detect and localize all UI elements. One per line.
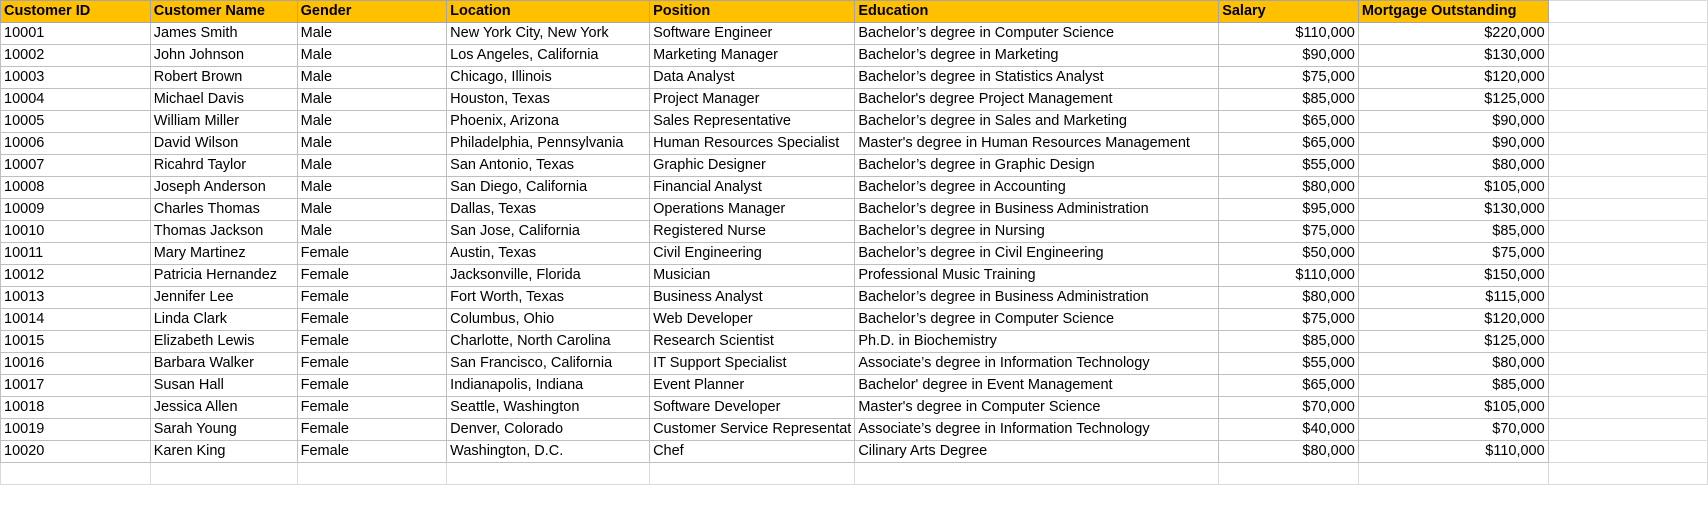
empty-cell[interactable] — [1548, 375, 1707, 397]
empty-cell[interactable] — [1548, 397, 1707, 419]
cell-salary[interactable]: $75,000 — [1219, 221, 1359, 243]
cell-customer-name[interactable]: Patricia Hernandez — [150, 265, 297, 287]
cell-education[interactable]: Bachelor’s degree in Computer Science — [855, 23, 1219, 45]
empty-cell[interactable] — [297, 463, 447, 485]
cell-position[interactable]: Data Analyst — [650, 67, 855, 89]
cell-customer-id[interactable]: 10003 — [1, 67, 151, 89]
cell-position[interactable]: Human Resources Specialist — [650, 133, 855, 155]
cell-gender[interactable]: Female — [297, 287, 447, 309]
empty-cell[interactable] — [1548, 199, 1707, 221]
table-row — [1, 243, 1708, 265]
empty-cell[interactable] — [1548, 67, 1707, 89]
cell-location[interactable]: Charlotte, North Carolina — [447, 331, 650, 353]
cell-education[interactable]: Associate’s degree in Information Technology — [855, 353, 1219, 375]
cell-location[interactable]: Phoenix, Arizona — [447, 111, 650, 133]
table-row — [1, 133, 1708, 155]
empty-cell[interactable] — [855, 463, 1219, 485]
cell-mortgage-outstanding[interactable]: $90,000 — [1358, 133, 1548, 155]
cell-location[interactable]: Philadelphia, Pennsylvania — [447, 133, 650, 155]
cell-position[interactable]: Sales Representative — [650, 111, 855, 133]
cell-customer-name[interactable]: Linda Clark — [150, 309, 297, 331]
cell-gender[interactable]: Male — [297, 221, 447, 243]
header-row — [1, 1, 1708, 23]
empty-cell[interactable] — [1548, 463, 1707, 485]
empty-cell[interactable] — [650, 463, 855, 485]
cell-salary[interactable]: $80,000 — [1219, 287, 1359, 309]
cell-customer-id[interactable]: 10018 — [1, 397, 151, 419]
cell-education[interactable]: Bachelor’s degree in Civil Engineering — [855, 243, 1219, 265]
cell-customer-id[interactable]: 10006 — [1, 133, 151, 155]
table-row — [1, 441, 1708, 463]
cell-gender[interactable]: Male — [297, 67, 447, 89]
empty-cell[interactable] — [1548, 23, 1707, 45]
cell-salary[interactable]: $75,000 — [1219, 67, 1359, 89]
header-cell-customer-name[interactable]: Customer Name — [150, 1, 297, 23]
cell-mortgage-outstanding[interactable]: $105,000 — [1358, 177, 1548, 199]
cell-education[interactable]: Associate’s degree in Information Technology — [855, 419, 1219, 441]
table-row — [1, 397, 1708, 419]
cell-customer-id[interactable]: 10016 — [1, 353, 151, 375]
cell-customer-id[interactable]: 10017 — [1, 375, 151, 397]
cell-gender[interactable]: Male — [297, 89, 447, 111]
header-cell-gender[interactable]: Gender — [297, 1, 447, 23]
empty-cell[interactable] — [1358, 463, 1548, 485]
cell-customer-id[interactable]: 10004 — [1, 89, 151, 111]
cell-location[interactable]: Houston, Texas — [447, 89, 650, 111]
empty-cell[interactable] — [1548, 309, 1707, 331]
cell-education[interactable]: Bachelor’s degree in Nursing — [855, 221, 1219, 243]
cell-salary[interactable]: $70,000 — [1219, 397, 1359, 419]
cell-location[interactable]: Los Angeles, California — [447, 45, 650, 67]
table-row — [1, 287, 1708, 309]
empty-cell[interactable] — [1548, 111, 1707, 133]
cell-salary[interactable]: $55,000 — [1219, 353, 1359, 375]
cell-education[interactable]: Bachelor’s degree in Business Administration — [855, 199, 1219, 221]
cell-mortgage-outstanding[interactable]: $130,000 — [1358, 199, 1548, 221]
cell-mortgage-outstanding[interactable]: $80,000 — [1358, 155, 1548, 177]
cell-salary[interactable]: $90,000 — [1219, 45, 1359, 67]
cell-salary[interactable]: $50,000 — [1219, 243, 1359, 265]
table-row — [1, 111, 1708, 133]
cell-position[interactable]: Web Developer — [650, 309, 855, 331]
cell-salary[interactable]: $40,000 — [1219, 419, 1359, 441]
cell-customer-name[interactable]: Joseph Anderson — [150, 177, 297, 199]
cell-customer-id[interactable]: 10007 — [1, 155, 151, 177]
cell-salary[interactable]: $75,000 — [1219, 309, 1359, 331]
empty-cell[interactable] — [1219, 463, 1359, 485]
cell-mortgage-outstanding[interactable]: $75,000 — [1358, 243, 1548, 265]
empty-cell[interactable] — [1548, 243, 1707, 265]
cell-customer-id[interactable]: 10002 — [1, 45, 151, 67]
cell-location[interactable]: Chicago, Illinois — [447, 67, 650, 89]
cell-customer-id[interactable]: 10014 — [1, 309, 151, 331]
empty-cell[interactable] — [1548, 221, 1707, 243]
cell-location[interactable]: Columbus, Ohio — [447, 309, 650, 331]
header-cell-position[interactable]: Position — [650, 1, 855, 23]
cell-customer-id[interactable]: 10015 — [1, 331, 151, 353]
table-row — [1, 89, 1708, 111]
cell-customer-name[interactable]: Susan Hall — [150, 375, 297, 397]
cell-mortgage-outstanding[interactable]: $90,000 — [1358, 111, 1548, 133]
cell-customer-name[interactable]: David Wilson — [150, 133, 297, 155]
table-row — [1, 177, 1708, 199]
cell-education[interactable]: Ph.D. in Biochemistry — [855, 331, 1219, 353]
cell-customer-name[interactable]: Mary Martinez — [150, 243, 297, 265]
cell-customer-id[interactable]: 10012 — [1, 265, 151, 287]
cell-salary[interactable]: $110,000 — [1219, 23, 1359, 45]
table-row — [1, 155, 1708, 177]
cell-customer-id[interactable]: 10009 — [1, 199, 151, 221]
table-row — [1, 375, 1708, 397]
cell-mortgage-outstanding[interactable]: $130,000 — [1358, 45, 1548, 67]
empty-cell[interactable] — [1548, 265, 1707, 287]
cell-position[interactable]: Marketing Manager — [650, 45, 855, 67]
empty-cell[interactable] — [1, 463, 151, 485]
empty-cell[interactable] — [1548, 177, 1707, 199]
cell-education[interactable]: Bachelor’s degree in Statistics Analyst — [855, 67, 1219, 89]
cell-gender[interactable]: Female — [297, 441, 447, 463]
cell-customer-name[interactable]: James Smith — [150, 23, 297, 45]
cell-education[interactable]: Bachelor’s degree in Marketing — [855, 45, 1219, 67]
table-row — [1, 199, 1708, 221]
cell-customer-id[interactable]: 10020 — [1, 441, 151, 463]
cell-salary[interactable]: $65,000 — [1219, 375, 1359, 397]
cell-position[interactable]: Operations Manager — [650, 199, 855, 221]
cell-gender[interactable]: Female — [297, 397, 447, 419]
cell-salary[interactable]: $80,000 — [1219, 177, 1359, 199]
cell-mortgage-outstanding[interactable]: $110,000 — [1358, 441, 1548, 463]
cell-mortgage-outstanding[interactable]: $115,000 — [1358, 287, 1548, 309]
cell-position[interactable]: Financial Analyst — [650, 177, 855, 199]
cell-location[interactable]: Indianapolis, Indiana — [447, 375, 650, 397]
cell-gender[interactable]: Female — [297, 375, 447, 397]
empty-cell[interactable] — [1548, 45, 1707, 67]
cell-customer-id[interactable]: 10001 — [1, 23, 151, 45]
cell-customer-name[interactable]: Karen King — [150, 441, 297, 463]
cell-gender[interactable]: Male — [297, 133, 447, 155]
cell-position[interactable]: Graphic Designer — [650, 155, 855, 177]
cell-education[interactable]: Bachelor' degree in Event Management — [855, 375, 1219, 397]
cell-mortgage-outstanding[interactable]: $120,000 — [1358, 309, 1548, 331]
cell-location[interactable]: San Antonio, Texas — [447, 155, 650, 177]
cell-education[interactable]: Bachelor’s degree in Graphic Design — [855, 155, 1219, 177]
cell-location[interactable]: New York City, New York — [447, 23, 650, 45]
cell-customer-name[interactable]: Michael Davis — [150, 89, 297, 111]
cell-location[interactable]: San Diego, California — [447, 177, 650, 199]
cell-gender[interactable]: Male — [297, 45, 447, 67]
empty-cell[interactable] — [1548, 1, 1707, 23]
empty-cell[interactable] — [1548, 133, 1707, 155]
cell-customer-name[interactable]: Robert Brown — [150, 67, 297, 89]
cell-gender[interactable]: Female — [297, 419, 447, 441]
cell-gender[interactable]: Female — [297, 331, 447, 353]
cell-education[interactable]: Bachelor’s degree in Computer Science — [855, 309, 1219, 331]
cell-gender[interactable]: Female — [297, 353, 447, 375]
empty-cell[interactable] — [1548, 89, 1707, 111]
cell-location[interactable]: San Francisco, California — [447, 353, 650, 375]
cell-education[interactable]: Bachelor’s degree in Accounting — [855, 177, 1219, 199]
empty-cell[interactable] — [1548, 419, 1707, 441]
table-row — [1, 67, 1708, 89]
cell-gender[interactable]: Male — [297, 199, 447, 221]
table-row — [1, 419, 1708, 441]
header-cell-mortgage-outstanding[interactable]: Mortgage Outstanding — [1358, 1, 1548, 23]
cell-gender[interactable]: Female — [297, 243, 447, 265]
cell-gender[interactable]: Male — [297, 23, 447, 45]
cell-mortgage-outstanding[interactable]: $70,000 — [1358, 419, 1548, 441]
cell-customer-id[interactable]: 10010 — [1, 221, 151, 243]
empty-row — [1, 463, 1708, 485]
cell-position[interactable]: Customer Service Representat — [650, 419, 855, 441]
cell-position[interactable]: IT Support Specialist — [650, 353, 855, 375]
cell-education[interactable]: Professional Music Training — [855, 265, 1219, 287]
cell-mortgage-outstanding[interactable]: $150,000 — [1358, 265, 1548, 287]
header-cell-customer-id[interactable]: Customer ID — [1, 1, 151, 23]
table-row — [1, 23, 1708, 45]
cell-position[interactable]: Event Planner — [650, 375, 855, 397]
cell-location[interactable]: Washington, D.C. — [447, 441, 650, 463]
table-row — [1, 221, 1708, 243]
cell-position[interactable]: Civil Engineering — [650, 243, 855, 265]
cell-mortgage-outstanding[interactable]: $105,000 — [1358, 397, 1548, 419]
cell-position[interactable]: Business Analyst — [650, 287, 855, 309]
empty-cell[interactable] — [1548, 155, 1707, 177]
cell-salary[interactable]: $65,000 — [1219, 133, 1359, 155]
cell-position[interactable]: Project Manager — [650, 89, 855, 111]
empty-cell[interactable] — [447, 463, 650, 485]
cell-education[interactable]: Master's degree in Human Resources Management — [855, 133, 1219, 155]
header-cell-salary[interactable]: Salary — [1219, 1, 1359, 23]
cell-mortgage-outstanding[interactable]: $85,000 — [1358, 221, 1548, 243]
cell-mortgage-outstanding[interactable]: $85,000 — [1358, 375, 1548, 397]
cell-education[interactable]: Bachelor’s degree in Sales and Marketing — [855, 111, 1219, 133]
cell-location[interactable]: Jacksonville, Florida — [447, 265, 650, 287]
cell-customer-id[interactable]: 10011 — [1, 243, 151, 265]
cell-customer-name[interactable]: John Johnson — [150, 45, 297, 67]
cell-customer-id[interactable]: 10008 — [1, 177, 151, 199]
cell-position[interactable]: Research Scientist — [650, 331, 855, 353]
table-row — [1, 45, 1708, 67]
cell-mortgage-outstanding[interactable]: $220,000 — [1358, 23, 1548, 45]
cell-gender[interactable]: Male — [297, 155, 447, 177]
cell-position[interactable]: Software Developer — [650, 397, 855, 419]
empty-cell[interactable] — [150, 463, 297, 485]
cell-gender[interactable]: Female — [297, 265, 447, 287]
cell-education[interactable]: Master's degree in Computer Science — [855, 397, 1219, 419]
cell-location[interactable]: Denver, Colorado — [447, 419, 650, 441]
empty-cell[interactable] — [1548, 441, 1707, 463]
cell-mortgage-outstanding[interactable]: $125,000 — [1358, 89, 1548, 111]
cell-position[interactable]: Chef — [650, 441, 855, 463]
empty-cell[interactable] — [1548, 331, 1707, 353]
cell-education[interactable]: Bachelor's degree Project Management — [855, 89, 1219, 111]
cell-location[interactable]: Seattle, Washington — [447, 397, 650, 419]
cell-location[interactable]: Austin, Texas — [447, 243, 650, 265]
cell-customer-name[interactable]: Elizabeth Lewis — [150, 331, 297, 353]
cell-customer-name[interactable]: Jessica Allen — [150, 397, 297, 419]
cell-salary[interactable]: $110,000 — [1219, 265, 1359, 287]
cell-customer-name[interactable]: William Miller — [150, 111, 297, 133]
cell-position[interactable]: Musician — [650, 265, 855, 287]
cell-customer-id[interactable]: 10013 — [1, 287, 151, 309]
cell-salary[interactable]: $85,000 — [1219, 331, 1359, 353]
cell-gender[interactable]: Male — [297, 177, 447, 199]
cell-education[interactable]: Bachelor’s degree in Business Administration — [855, 287, 1219, 309]
table-row — [1, 353, 1708, 375]
cell-position[interactable]: Registered Nurse — [650, 221, 855, 243]
cell-mortgage-outstanding[interactable]: $125,000 — [1358, 331, 1548, 353]
cell-customer-name[interactable]: Barbara Walker — [150, 353, 297, 375]
header-cell-education[interactable]: Education — [855, 1, 1219, 23]
empty-cell[interactable] — [1548, 353, 1707, 375]
cell-position[interactable]: Software Engineer — [650, 23, 855, 45]
header-cell-location[interactable]: Location — [447, 1, 650, 23]
cell-education[interactable]: Cilinary Arts Degree — [855, 441, 1219, 463]
cell-salary[interactable]: $95,000 — [1219, 199, 1359, 221]
cell-location[interactable]: Dallas, Texas — [447, 199, 650, 221]
cell-mortgage-outstanding[interactable]: $80,000 — [1358, 353, 1548, 375]
table-row — [1, 309, 1708, 331]
cell-gender[interactable]: Male — [297, 111, 447, 133]
cell-salary[interactable]: $65,000 — [1219, 111, 1359, 133]
cell-gender[interactable]: Female — [297, 309, 447, 331]
cell-salary[interactable]: $80,000 — [1219, 441, 1359, 463]
cell-customer-id[interactable]: 10019 — [1, 419, 151, 441]
cell-customer-name[interactable]: Ricahrd Taylor — [150, 155, 297, 177]
cell-salary[interactable]: $85,000 — [1219, 89, 1359, 111]
cell-mortgage-outstanding[interactable]: $120,000 — [1358, 67, 1548, 89]
cell-customer-name[interactable]: Thomas Jackson — [150, 221, 297, 243]
cell-salary[interactable]: $55,000 — [1219, 155, 1359, 177]
table-row — [1, 265, 1708, 287]
cell-customer-name[interactable]: Jennifer Lee — [150, 287, 297, 309]
cell-customer-name[interactable]: Charles Thomas — [150, 199, 297, 221]
cell-location[interactable]: Fort Worth, Texas — [447, 287, 650, 309]
table-row — [1, 331, 1708, 353]
empty-cell[interactable] — [1548, 287, 1707, 309]
cell-customer-id[interactable]: 10005 — [1, 111, 151, 133]
cell-location[interactable]: San Jose, California — [447, 221, 650, 243]
cell-customer-name[interactable]: Sarah Young — [150, 419, 297, 441]
